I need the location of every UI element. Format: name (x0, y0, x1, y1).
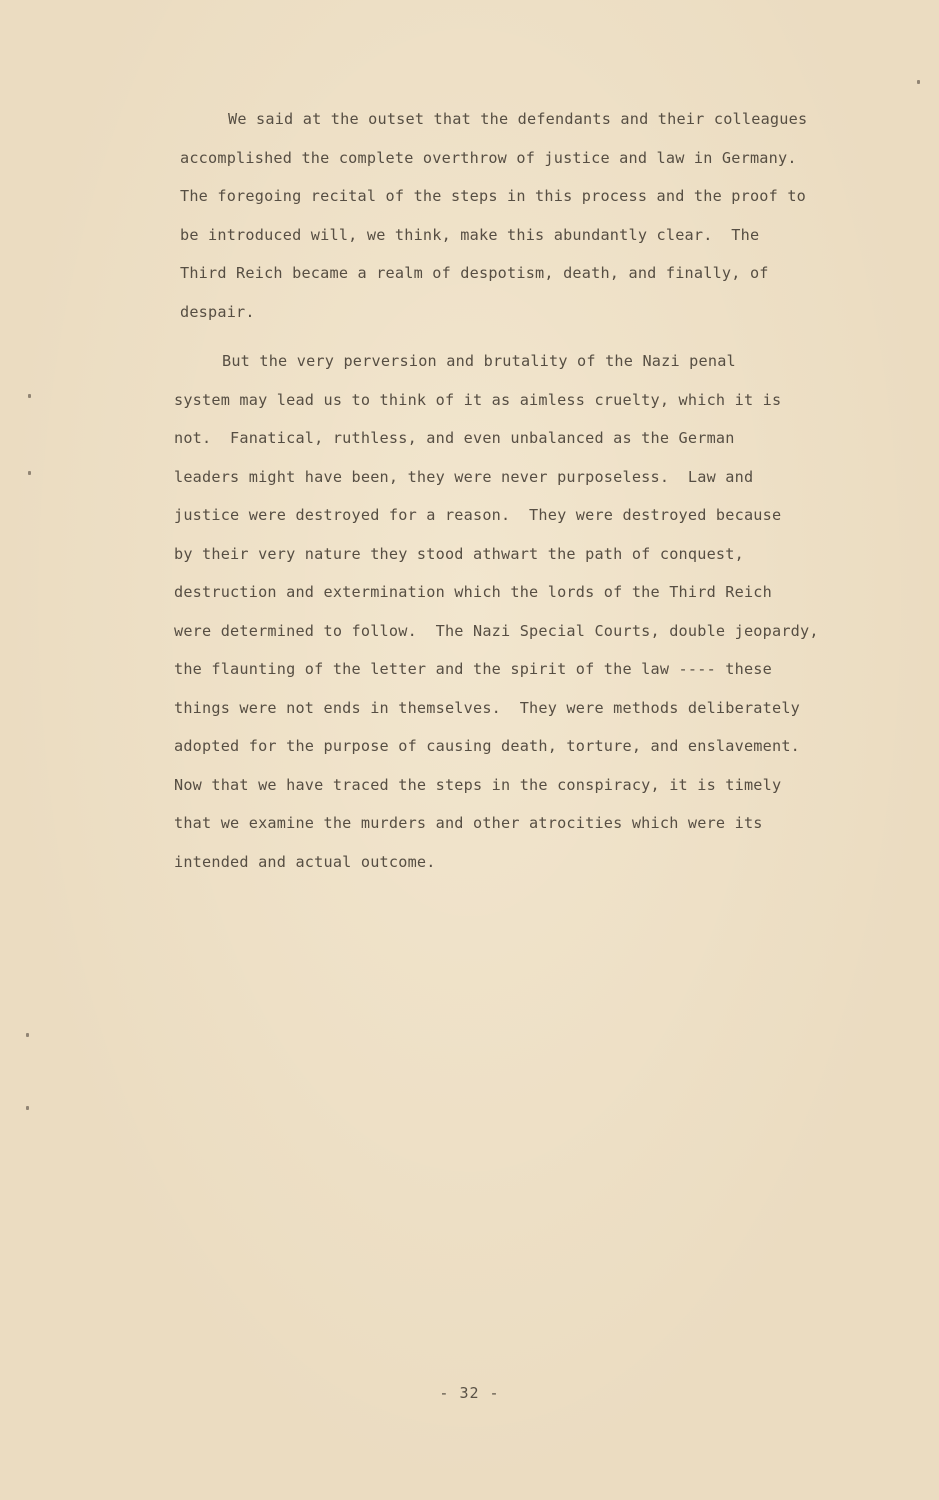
text-line: We said at the outset that the defendants and their colleagues (228, 110, 808, 128)
text-line: not. Fanatical, ruthless, and even unbalanced as the German (174, 429, 735, 447)
text-line: intended and actual outcome. (174, 852, 436, 871)
text-line: The foregoing recital of the steps in this process and the proof to (180, 187, 807, 205)
margin-speck (28, 394, 31, 398)
text-line: the flaunting of the letter and the spirit of the law ---- these (174, 660, 772, 678)
text-line: Third Reich became a realm of despotism, death, and finally, of (180, 264, 769, 282)
paragraph-1 (180, 100, 807, 331)
text-line: accomplished the complete overthrow of justice and law in Germany. (180, 148, 797, 167)
text-line: that we examine the murders and other atrocities which were its (174, 814, 763, 832)
margin-speck (28, 471, 31, 475)
margin-speck (917, 80, 920, 84)
text-line: leaders might have been, they were never purposeless. Law and (174, 467, 754, 486)
paragraph-2 (174, 342, 819, 881)
text-line: justice were destroyed for a reason. They were destroyed because (174, 506, 782, 524)
text-line: by their very nature they stood athwart the path of conquest, (174, 544, 744, 563)
page-number: - 32 - (439, 1384, 500, 1402)
margin-speck (26, 1033, 29, 1037)
text-line: destruction and extermination which the lords of the Third Reich (174, 583, 772, 601)
text-line: be introduced will, we think, make this abundantly clear. The (180, 225, 760, 244)
text-line: system may lead us to think of it as aimless cruelty, which it is (174, 390, 782, 409)
text-line: adopted for the purpose of causing death, torture, and enslavement. (174, 737, 801, 755)
text-line: Now that we have traced the steps in the conspiracy, it is timely (174, 775, 782, 794)
margin-speck (26, 1106, 29, 1110)
text-line: things were not ends in themselves. They were methods deliberately (174, 698, 801, 717)
text-line: were determined to follow. The Nazi Special Courts, double jeopardy, (174, 621, 819, 640)
text-line: But the very perversion and brutality of the Nazi penal (222, 352, 736, 370)
text-line: despair. (180, 302, 255, 321)
